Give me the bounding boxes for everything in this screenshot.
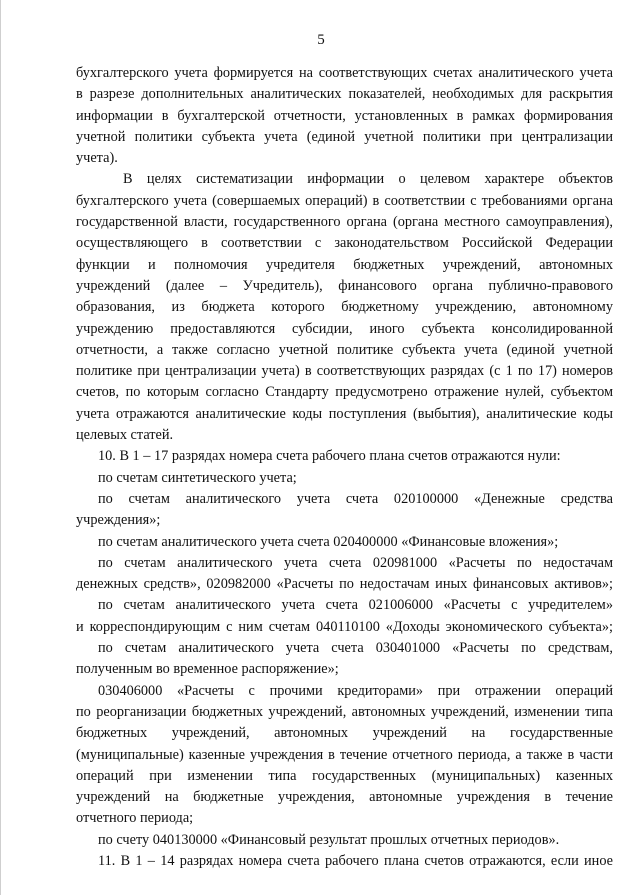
text-line: учреждений (далее – Учредитель), финансового органа публично-правового: [76, 277, 613, 294]
text-line: в разрезе дополнительных аналитических показателей, необходимых для раскрытия: [76, 86, 613, 103]
text-line: функции и полномочия учредителя бюджетных учреждений, автономных: [76, 256, 613, 273]
text-line: 11. В 1 – 14 разрядах номера счета рабочего плана счетов отражаются, если иное: [98, 852, 613, 869]
text-line: по счетам аналитического учета счета 030401000 «Расчеты по средствам,: [98, 640, 613, 657]
text-line: 10. В 1 – 17 разрядах номера счета рабочего плана счетов отражаются нули:: [98, 448, 561, 465]
text-line: по счетам аналитического учета счета 021006000 «Расчеты с учредителем»: [98, 597, 613, 614]
document-body: [76, 63, 613, 872]
text-line: учета отражаются аналитические коды поступления (выбытия), аналитические коды: [76, 405, 613, 422]
text-line: и корреспондирующим с ним счетам 040110100 «Доходы экономического субъекта»;: [76, 618, 613, 635]
text-line: информации в бухгалтерской отчетности, установленных в рамках формирования: [76, 107, 613, 124]
text-line: по реорганизации бюджетных учреждений, автономных учреждений, изменении типа: [76, 703, 613, 720]
text-line: бухгалтерского учета формируется на соответствующих счетах аналитического учета: [76, 65, 613, 81]
text-line: по счетам аналитического учета счета 020100000 «Денежные средства: [98, 490, 613, 507]
text-line: по счетам синтетического учета;: [98, 469, 297, 486]
text-line: операций при изменении типа государственных (муниципальных) казенных: [76, 767, 613, 784]
text-line: учреждений на бюджетные учреждения, автономные учреждения в течение: [76, 789, 613, 806]
text-line: целевых статей.: [76, 427, 174, 444]
text-line: учета).: [76, 150, 118, 167]
page-number: 5: [317, 32, 325, 48]
text-line: по счетам аналитического учета счета 020400000 «Финансовые вложения»;: [98, 533, 559, 550]
text-line: государственной власти, государственного органа (органа местного самоуправления),: [76, 214, 613, 231]
text-line: (муниципальные) казенные учреждения в течение отчетного периода, а также в части: [76, 746, 613, 763]
text-line: по счету 040130000 «Финансовый результат прошлых отчетных периодов».: [98, 831, 560, 848]
text-line: бюджетных учреждений, автономных учреждений на государственные: [76, 725, 613, 742]
text-line: политике при централизации учета) в соответствующих разрядах (с 1 по 17) номеров: [76, 363, 613, 380]
text-line: денежных средств», 020982000 «Расчеты по недостачам иных финансовых активов»;: [76, 576, 613, 593]
text-line: учетной политики субъекта учета (единой учетной политики при централизации: [76, 128, 613, 145]
text-line: бухгалтерского учета (совершаемых операций) в соответствии с требованиями органа: [76, 192, 613, 209]
text-line: по счетам аналитического учета счета 020981000 «Расчеты по недостачам: [98, 554, 613, 571]
text-line: осуществляющего в соответствии с законодательством Российской Федерации: [76, 235, 613, 252]
text-line: 030406000 «Расчеты с прочими кредиторами» при отражении операций: [98, 682, 613, 699]
text-line: отчетного периода;: [76, 810, 194, 827]
text-line: В целях систематизации информации о целевом характере объектов: [123, 171, 613, 188]
text-line: полученным во временное распоряжение»;: [76, 661, 339, 678]
text-line: отчетности, а также согласно учетной политике субъекта учета (единой учетной: [76, 341, 613, 358]
text-line: учреждению предоставляются субсидии, иного субъекта консолидированной: [76, 320, 613, 337]
text-line: счетов, по которым согласно Стандарту предусмотрено отражение нулей, субъектом: [76, 384, 613, 401]
text-line: образования, из бюджета которого бюджетному учреждению, автономному: [76, 299, 613, 316]
text-line: учреждения»;: [76, 512, 161, 529]
